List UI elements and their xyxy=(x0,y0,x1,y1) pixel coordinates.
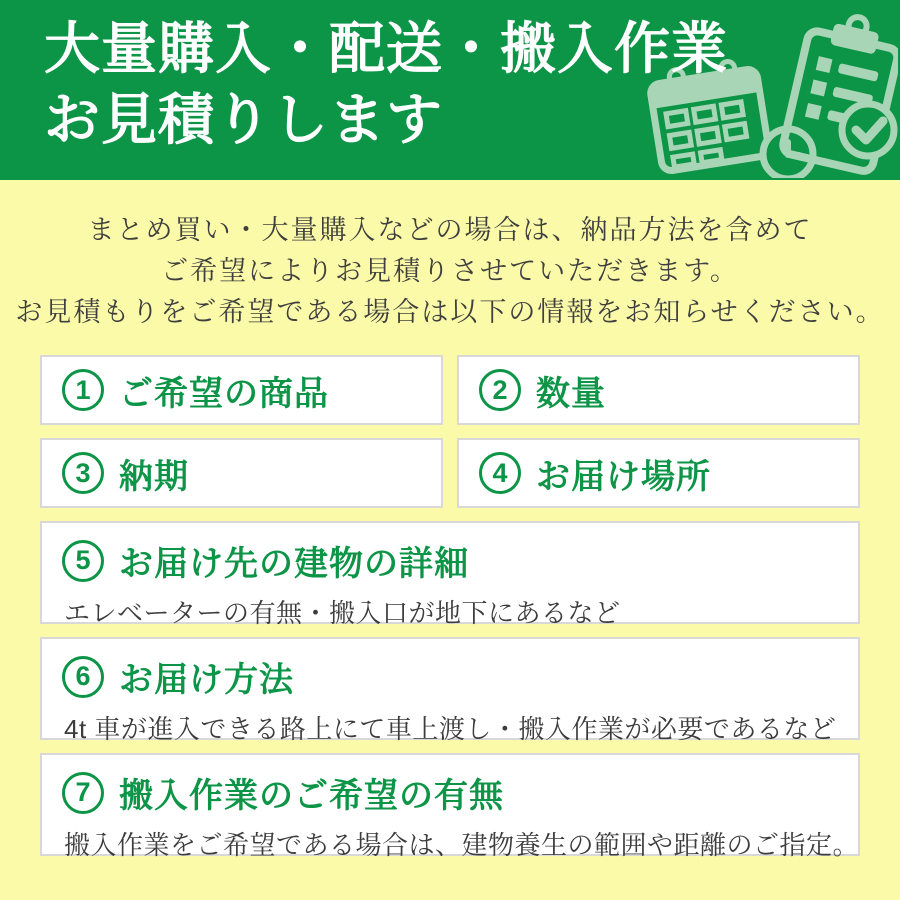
item-number-badge: 3 xyxy=(62,452,104,494)
item-box-4 xyxy=(457,438,860,508)
item-box-5 xyxy=(40,521,860,628)
item-box-7 xyxy=(40,753,860,860)
item-number-badge: 7 xyxy=(62,772,104,814)
items-row-1 xyxy=(40,355,860,425)
item-box-1 xyxy=(40,355,443,425)
page-title-line2: お見積りします xyxy=(44,88,443,151)
item-title: お届け場所 xyxy=(536,457,711,496)
item-number-badge: 5 xyxy=(62,540,104,582)
items-row-2 xyxy=(40,438,860,508)
item-title: ご希望の商品 xyxy=(119,374,329,413)
item-box-6 xyxy=(40,637,860,744)
item-description: エレベーターの有無・搬入口が地下にあるなど xyxy=(64,598,621,628)
item-number-badge: 1 xyxy=(62,369,104,411)
item-box-2 xyxy=(457,355,860,425)
item-title: 搬入作業のご希望の有無 xyxy=(119,777,504,815)
item-box-3 xyxy=(40,438,443,508)
page-title-line1: 大量購入・配送・搬入作業 xyxy=(44,17,728,80)
item-title: 数量 xyxy=(536,374,606,413)
item-description: 4t 車が進入できる路上にて車上渡し・搬入作業が必要であるなど xyxy=(64,714,837,744)
info-items-grid xyxy=(40,355,860,860)
item-number-badge: 6 xyxy=(62,656,104,698)
item-title: お届け先の建物の詳細 xyxy=(119,545,469,583)
intro-text xyxy=(0,210,900,333)
item-number-badge: 4 xyxy=(479,452,521,494)
intro-line: お見積もりをご希望である場合は以下の情報をお知らせください。 xyxy=(15,297,885,327)
header-banner xyxy=(0,0,900,180)
intro-line: ご希望によりお見積りさせていただきます。 xyxy=(161,256,739,286)
intro-line: まとめ買い・大量購入などの場合は、納品方法を含めて xyxy=(87,215,813,245)
item-description: 搬入作業をご希望である場合は、建物養生の範囲や距離のご指定。 xyxy=(64,830,860,860)
item-header xyxy=(62,536,840,585)
item-number-badge: 2 xyxy=(479,369,521,411)
item-title: 納期 xyxy=(119,457,189,496)
page-title xyxy=(0,0,900,155)
item-header xyxy=(62,652,840,701)
item-header xyxy=(62,768,840,817)
item-title: お届け方法 xyxy=(119,661,294,699)
